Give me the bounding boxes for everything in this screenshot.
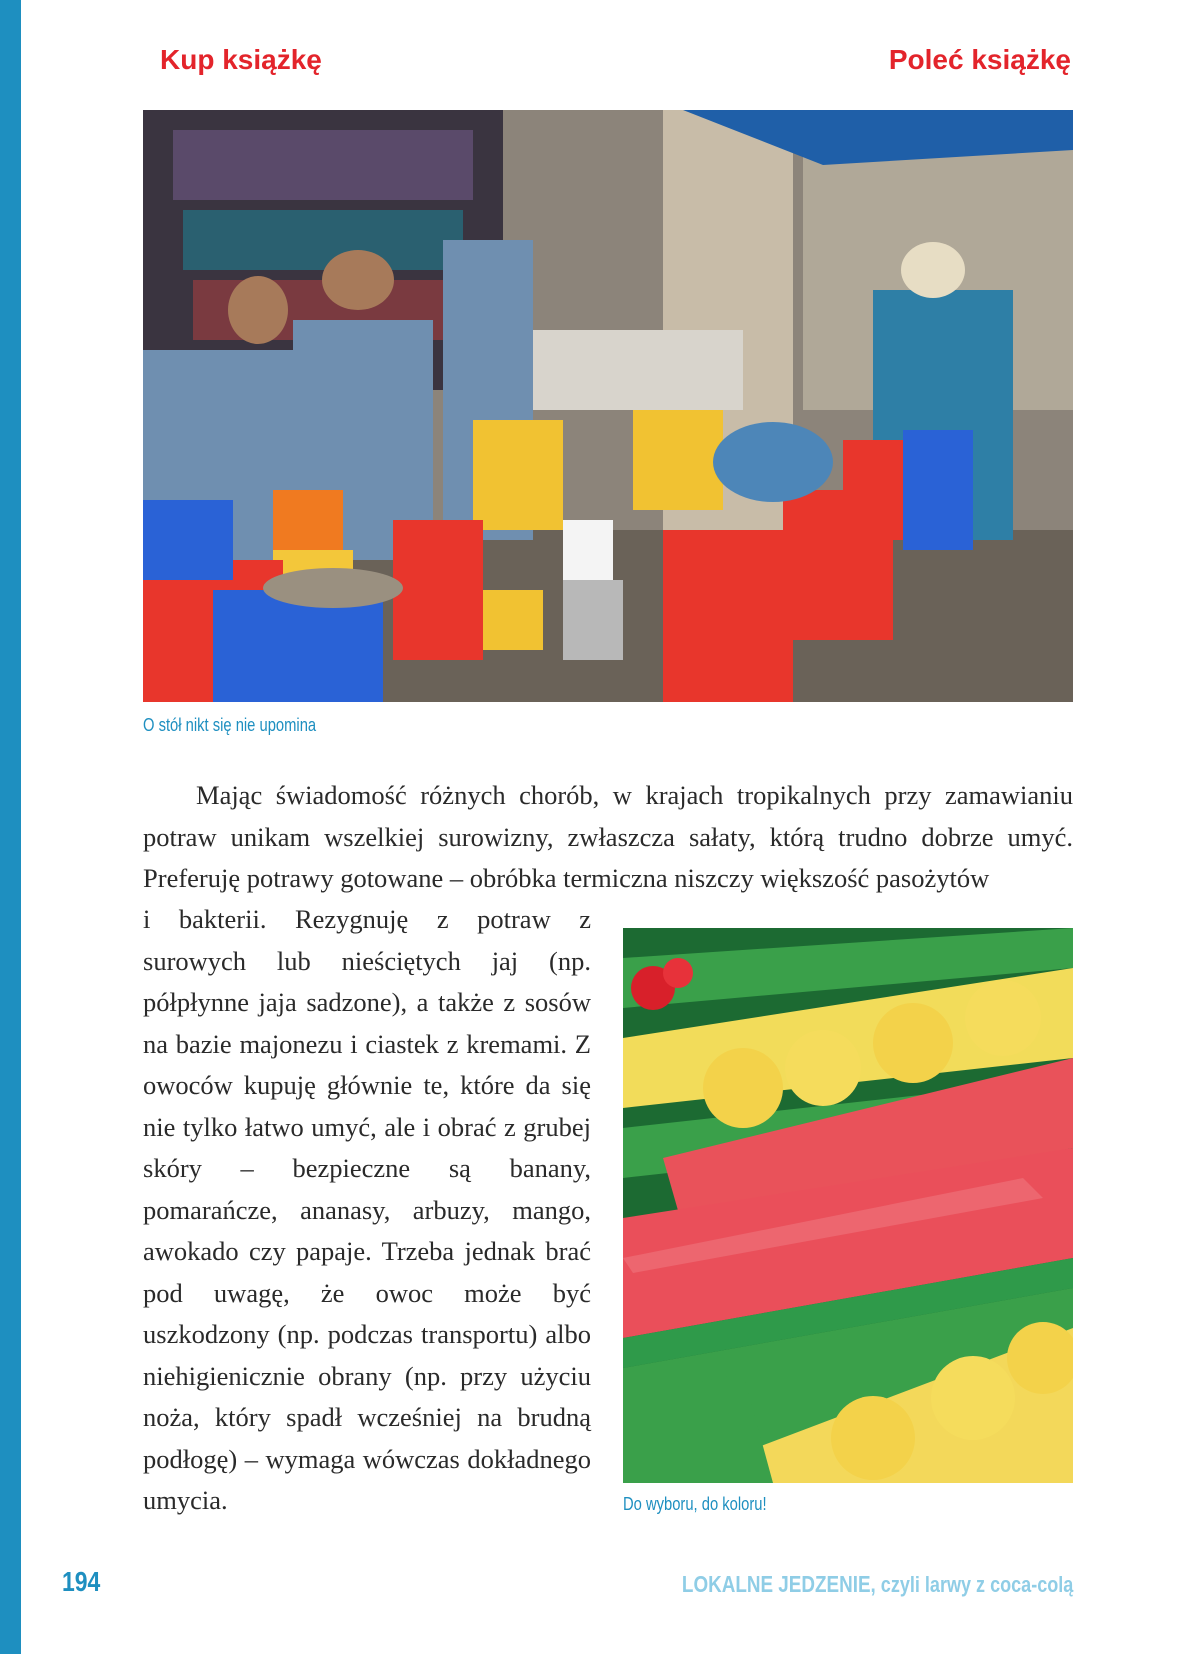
chapter-title [682, 1571, 1073, 1598]
body-paragraph: i bakterii. Rezygnuję z potraw z surowych lub nieściętych jaj (np. półpłynne jaja sadzone), a także z sosów na bazie majonezu i ciastek z kremami. Z owoców kupuję głównie te, które da się nie tylko łatwo umyć, ale i obrać z grubej skóry – bezpieczne są banany, pomarańcze, ananasy, arbuzy, mango, awokado czy papaje. Trzeba jednak brać pod uwagę, że owoc może być uszkodzony (np. podczas transportu) albo niehigienicznie obrany (np. przy użyciu noża, który spadł wcześniej na brudną podłogę) – wymaga wówczas dokładnego umycia. [143, 904, 591, 1515]
chapter-title-main: LOKALNE JEDZENIE, [681, 1571, 876, 1597]
market-stall-photo [143, 110, 1073, 702]
chapter-title-sub: czyli larwy z coca-colą [875, 1572, 1073, 1597]
buy-book-link[interactable]: Kup książkę [160, 44, 322, 75]
fruit-display-photo [623, 928, 1073, 1483]
body-paragraph: Mając świadomość różnych chorób, w krajach tropikalnych przy zamawianiu potraw unikam wszelkiej surowizny, zwłaszcza sałaty, którą trudno dobrze umyć. Preferuję potrawy gotowane – obróbka termiczna niszczy większość pasożytów [143, 780, 1073, 893]
page-number: 194 [62, 1566, 101, 1597]
side-color-bar [0, 0, 21, 1654]
photo-caption: O stół nikt się nie upomina [143, 715, 317, 735]
recommend-book-link[interactable]: Poleć książkę [888, 44, 1071, 75]
photo-caption: Do wyboru, do koloru! [623, 1494, 767, 1514]
